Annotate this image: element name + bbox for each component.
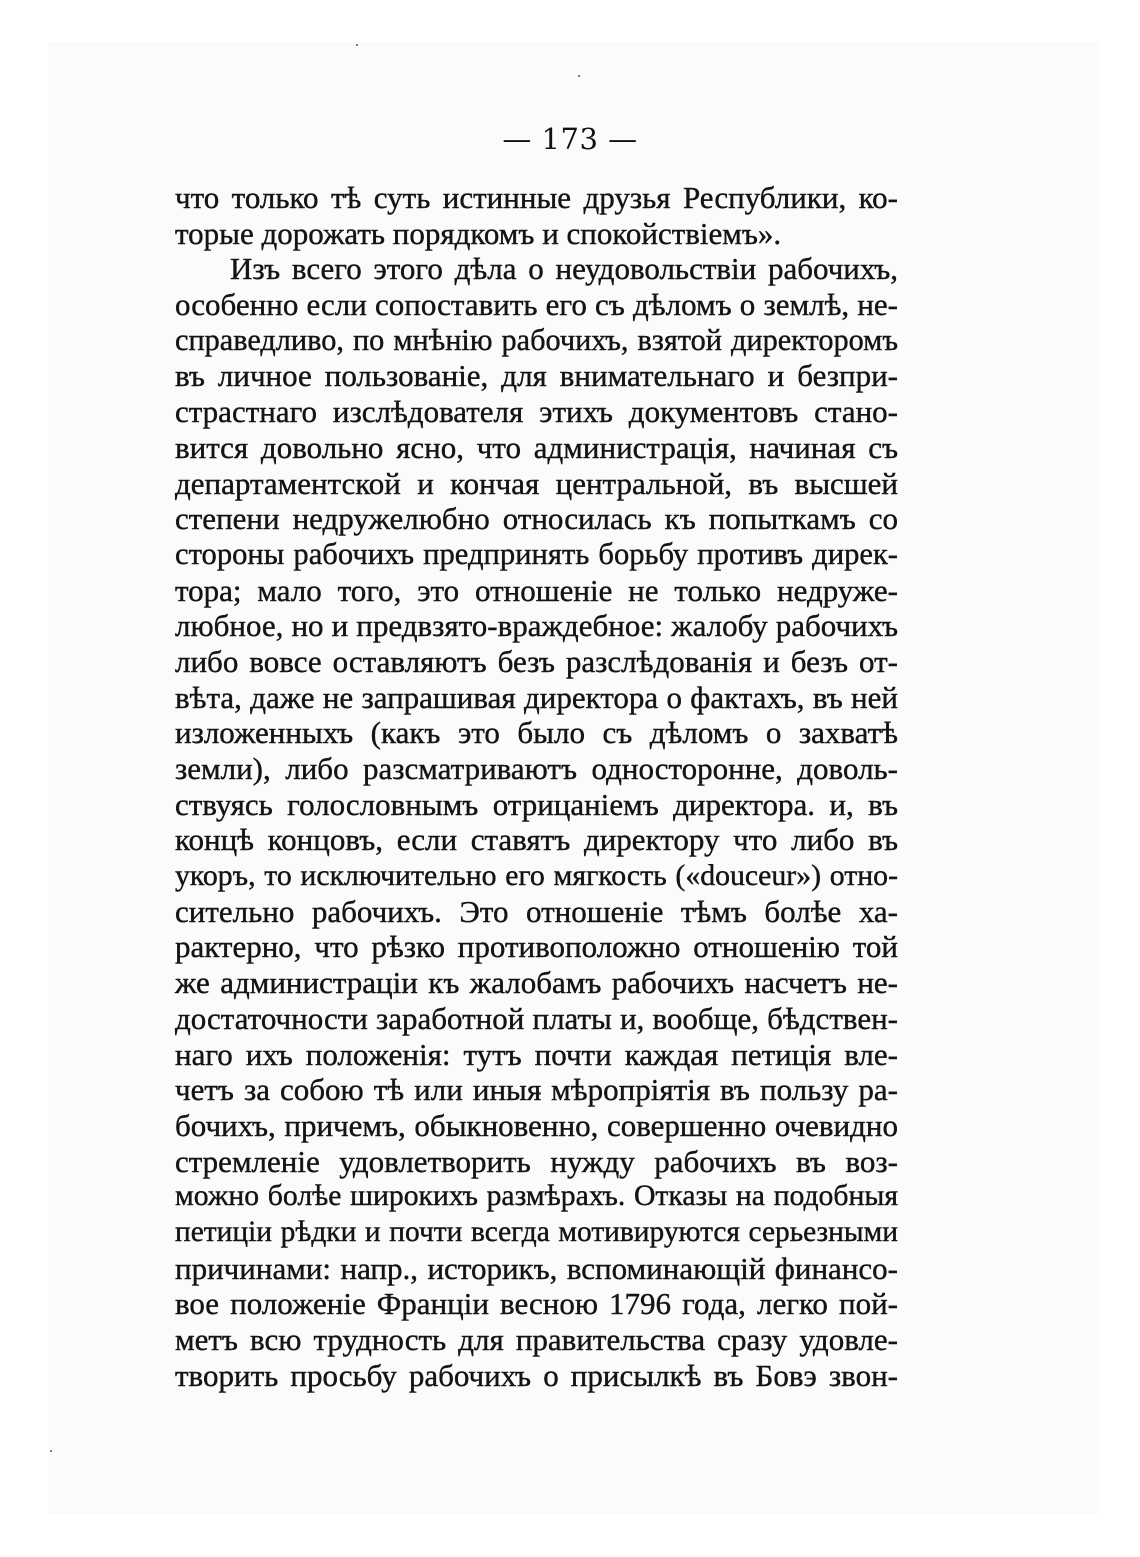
text-line: сительно рабочихъ. Это отношенiе тѣмъ болѣе ха-: [175, 893, 898, 929]
text-line: торые дорожать порядкомъ и спокойствiемъ».: [175, 215, 782, 251]
text-line: рактерно, что рѣзко противоположно отношенiю той: [175, 929, 898, 965]
text-line: стороны рабочихъ предпринять борьбу противъ дирек-: [175, 536, 898, 571]
text-line: либо вовсе оставляютъ безъ разслѣдованiя и безъ от-: [175, 643, 898, 679]
text-line: стремленiе удовлетворить нужду рабочихъ въ воз-: [175, 1143, 898, 1179]
text-line: страстнаго изслѣдователя этихъ документовъ стано-: [175, 394, 898, 430]
body-text: [175, 180, 898, 1393]
text-line: причинами: напр., историкъ, вспоминающiй финансо-: [175, 1250, 898, 1286]
text-line: можно болѣе широкихъ размѣрахъ. Отказы на подобныя: [175, 1180, 898, 1213]
text-line: ствуясь голословнымъ отрицанiемъ директора. и, въ: [175, 786, 898, 822]
text-line: концѣ концовъ, если ставятъ директору что либо въ: [175, 822, 898, 858]
text-line: вое положенiе Францiи весною 1796 года, легко пой-: [175, 1286, 898, 1322]
text-line: же администрацiи къ жалобамъ рабочихъ насчетъ не-: [175, 965, 898, 1001]
text-line: степени недружелюбно относилась къ попыткамъ со: [175, 501, 898, 537]
scan-speck: [578, 75, 580, 77]
text-line: земли), либо разсматриваютъ односторонне, доволь-: [175, 751, 898, 786]
text-line: справедливо, по мнѣнiю рабочихъ, взятой директоромъ: [175, 322, 898, 357]
text-line: что только тѣ суть истинные друзья Республики, ко-: [175, 180, 898, 215]
text-line: укоръ, то исключительно его мягкость («douceur») отно-: [175, 859, 898, 893]
text-line: изложенныхъ (какъ это было съ дѣломъ о захватѣ: [175, 715, 898, 751]
text-line: творить просьбу рабочихъ о присылкѣ въ Бовэ звон-: [175, 1357, 898, 1393]
text-line: особенно если сопоставить его съ дѣломъ о землѣ, не-: [175, 287, 898, 323]
text-line: въ личное пользованiе, для внимательнаго и безпри-: [175, 358, 898, 394]
text-line: любное, но и предвзято-враждебное: жалобу рабочихъ: [175, 608, 898, 644]
text-line: наго ихъ положенiя: тутъ почти каждая петицiя вле-: [175, 1036, 898, 1072]
text-line: бочихъ, причемъ, обыкновенно, совершенно очевидно: [175, 1107, 898, 1143]
page-number: — 173 —: [502, 122, 638, 156]
scan-speck: [50, 1450, 52, 1452]
text-line: достаточности заработной платы и, вообще, бѣдствен-: [175, 1000, 898, 1036]
text-line: вѣта, даже не запрашивая директора о фактахъ, въ ней: [175, 679, 898, 715]
text-line: Изъ всего этого дѣла о неудовольствiи рабочихъ,: [230, 251, 898, 287]
text-line: метъ всю трудность для правительства сразу удовле-: [175, 1322, 898, 1357]
text-line: тора; мало того, это отношенiе не только недруже-: [175, 572, 898, 608]
text-line: вится довольно ясно, что администрацiя, начиная съ: [175, 429, 898, 465]
text-line: департаментской и кончая центральной, въ высшей: [175, 465, 898, 501]
text-line: петицiи рѣдки и почти всегда мотивируются серьезными: [175, 1215, 898, 1248]
text-line: четъ за собою тѣ или иныя мѣропрiятiя въ пользу ра-: [175, 1072, 898, 1108]
scan-speck: [356, 44, 358, 46]
